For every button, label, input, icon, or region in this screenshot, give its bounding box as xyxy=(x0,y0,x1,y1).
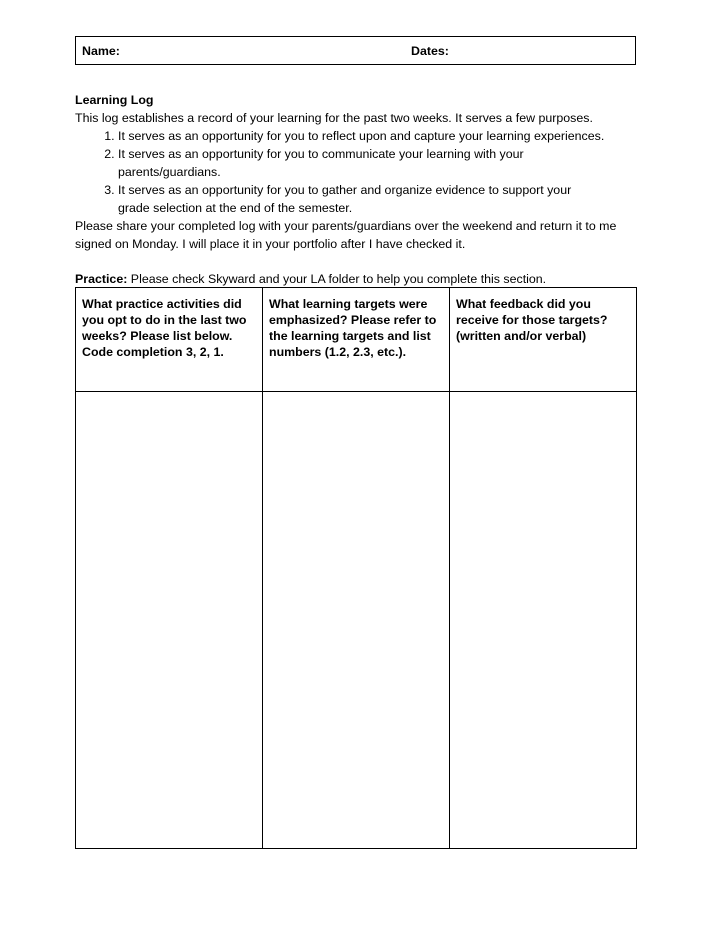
name-label: Name: xyxy=(82,44,120,58)
name-dates-box xyxy=(75,36,636,65)
purposes-list xyxy=(75,127,655,217)
table-header-row xyxy=(76,288,637,392)
targets-entry-cell[interactable] xyxy=(263,392,450,849)
practice-label: Practice: xyxy=(75,272,128,286)
practice-entry-cell[interactable] xyxy=(76,392,263,849)
purpose-item: 3. It serves as an opportunity for you to gather and organize evidence to support your grade selection at the end of the semester. xyxy=(118,181,655,217)
section-title: Learning Log xyxy=(75,93,154,107)
column-header-feedback: What feedback did you receive for those targets? (written and/or verbal) xyxy=(450,288,637,392)
dates-label: Dates: xyxy=(411,44,449,58)
learning-log-table xyxy=(75,287,637,849)
purpose-item: 1. It serves as an opportunity for you to reflect upon and capture your learning experiences. xyxy=(118,127,655,145)
column-header-targets: What learning targets were emphasized? Please refer to the learning targets and list numbers (1.2, 2.3, etc.). xyxy=(263,288,450,392)
practice-instructions xyxy=(75,270,546,288)
practice-text: Please check Skyward and your LA folder to help you complete this section. xyxy=(127,272,547,286)
column-header-practice: What practice activities did you opt to do in the last two weeks? Please list below. Code completion 3, 2, 1. xyxy=(76,288,263,392)
feedback-entry-cell[interactable] xyxy=(450,392,637,849)
intro-section xyxy=(75,91,655,253)
table-row xyxy=(76,392,637,849)
instructions-text: Please share your completed log with your parents/guardians over the weekend and return it to me signed on Monday. I will place it in your portfolio after I have checked it. xyxy=(75,219,617,251)
intro-description: This log establishes a record of your learning for the past two weeks. It serves a few purposes. xyxy=(75,111,593,125)
purpose-item: 2. It serves as an opportunity for you to communicate your learning with your parents/guardians. xyxy=(118,145,655,181)
